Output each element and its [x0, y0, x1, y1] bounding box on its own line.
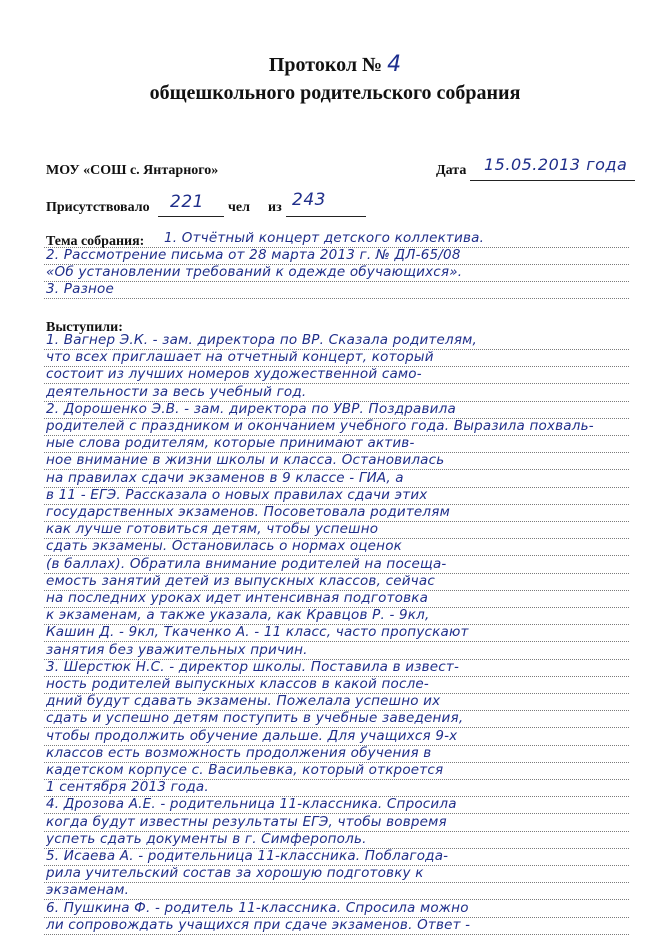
- speaker-line-text: ные слова родителям, которые принимают актив-: [46, 435, 415, 452]
- speaker-line-text: экзаменам.: [46, 882, 130, 899]
- protocol-subtitle: общешкольного родительского собрания: [149, 82, 521, 104]
- agenda-line-text: «Об установлении требований к одежде обучающихся».: [46, 264, 463, 280]
- speaker-line-text: классов есть возможность продолжения обучения в: [46, 744, 432, 761]
- speaker-line-text: Кашин Д. - 9кл, Ткаченко А. - 11 класс, часто пропускают: [46, 624, 469, 641]
- speaker-line-rule: [44, 934, 629, 935]
- school-name: МОУ «СОШ с. Янтарного»: [46, 163, 219, 178]
- speaker-line-text: на последних уроках идет интенсивная подготовка: [46, 590, 429, 606]
- speaker-line-text: емость занятий детей из выпускных классов, сейчас: [46, 572, 435, 589]
- speaker-line-text: в 11 - ЕГЭ. Рассказала о новых правилах сдачи этих: [46, 486, 428, 503]
- speaker-line-text: деятельности за весь учебный год.: [46, 383, 307, 400]
- speaker-line-text: когда будут известны результаты ЕГЭ, чтобы вовремя: [46, 813, 447, 830]
- speaker-line-text: (в баллах). Обратила внимание родителей на посеща-: [46, 555, 447, 572]
- present-label: Присутствовало: [46, 200, 150, 215]
- speaker-line-text: успеть сдать документы в г. Симферополь.: [46, 830, 367, 847]
- speaker-line-text: что всех приглашает на отчетный концерт, который: [46, 349, 434, 366]
- speaker-line-text: 1 сентября 2013 года.: [46, 779, 209, 796]
- speaker-line-text: сдать и успешно детям поступить в учебные заведения,: [46, 710, 464, 727]
- speaker-line-text: 3. Шерстюк Н.С. - директор школы. Поставила в извест-: [46, 658, 460, 675]
- title-prefix: Протокол №: [268, 54, 383, 76]
- present-value: 221: [170, 192, 204, 212]
- agenda-line-text: 1. Отчётный концерт детского коллектива.: [164, 230, 485, 246]
- agenda-line-rule: [44, 298, 629, 299]
- speaker-line-text: ное внимание в жизни школы и класса. Остановилась: [46, 452, 445, 469]
- speaker-line-text: состоит из лучших номеров художественной само-: [46, 366, 422, 383]
- speaker-line-text: сдать экзамены. Остановилась о нормах оценок: [46, 538, 403, 555]
- speaker-line-text: 4. Дрозова А.Е. - родительница 11-классника. Спросила: [46, 796, 457, 813]
- speaker-line-text: кадетском корпусе с. Васильевка, который откроется: [46, 762, 444, 778]
- speaker-line-text: 5. Исаева А. - родительница 11-классника. Поблагода-: [46, 848, 449, 864]
- date-value: 15.05.2013 года: [484, 155, 628, 174]
- speaker-line-text: государственных экзаменов. Посоветовала родителям: [46, 504, 450, 520]
- speaker-line-text: 1. Вагнер Э.К. - зам. директора по ВР. Сказала родителям,: [46, 332, 478, 348]
- speakers-label: Выступили:: [46, 320, 123, 335]
- total-underline: [286, 216, 366, 217]
- speaker-line-text: ли сопровождать учащихся при сдаче экзаменов. Ответ -: [46, 916, 471, 933]
- speaker-line-text: как лучше готовиться детям, чтобы успешно: [46, 521, 379, 538]
- persons-label: чел: [228, 200, 250, 215]
- total-value: 243: [292, 190, 326, 210]
- of-label: из: [268, 200, 282, 215]
- speaker-line-text: к экзаменам, а также указала, как Кравцов Р. - 9кл,: [46, 607, 430, 624]
- protocol-number: 4: [387, 52, 402, 77]
- speaker-line-text: чтобы продолжить обучение дальше. Для учащихся 9-х: [46, 727, 458, 744]
- speaker-line-text: на правилах сдачи экзаменов в 9 классе - ГИА, а: [46, 469, 404, 486]
- speaker-line-text: 6. Пушкина Ф. - родитель 11-классника. Спросила можно: [46, 899, 469, 916]
- agenda-line-text: 3. Разное: [46, 281, 114, 297]
- speaker-line-text: занятия без уважительных причин.: [46, 641, 308, 658]
- date-label: Дата: [436, 163, 467, 178]
- agenda-line-text: 2. Рассмотрение письма от 28 марта 2013 г. № ДЛ-65/08: [46, 247, 461, 263]
- speaker-line-text: 2. Дорошенко Э.В. - зам. директора по УВР. Поздравила: [46, 400, 456, 417]
- date-underline: [470, 180, 635, 181]
- protocol-title: [0, 52, 670, 77]
- speaker-line-text: родителей с праздником и окончанием учебного года. Выразила похваль-: [46, 418, 594, 434]
- speaker-line-text: рила учительский состав за хорошую подготовку к: [46, 865, 424, 882]
- agenda-label: Тема собрания:: [46, 234, 145, 249]
- present-underline: [158, 216, 224, 217]
- speaker-line-text: ность родителей выпускных классов в какой после-: [46, 676, 429, 692]
- speaker-line-text: дний будут сдавать экзамены. Пожелала успешно их: [46, 693, 441, 710]
